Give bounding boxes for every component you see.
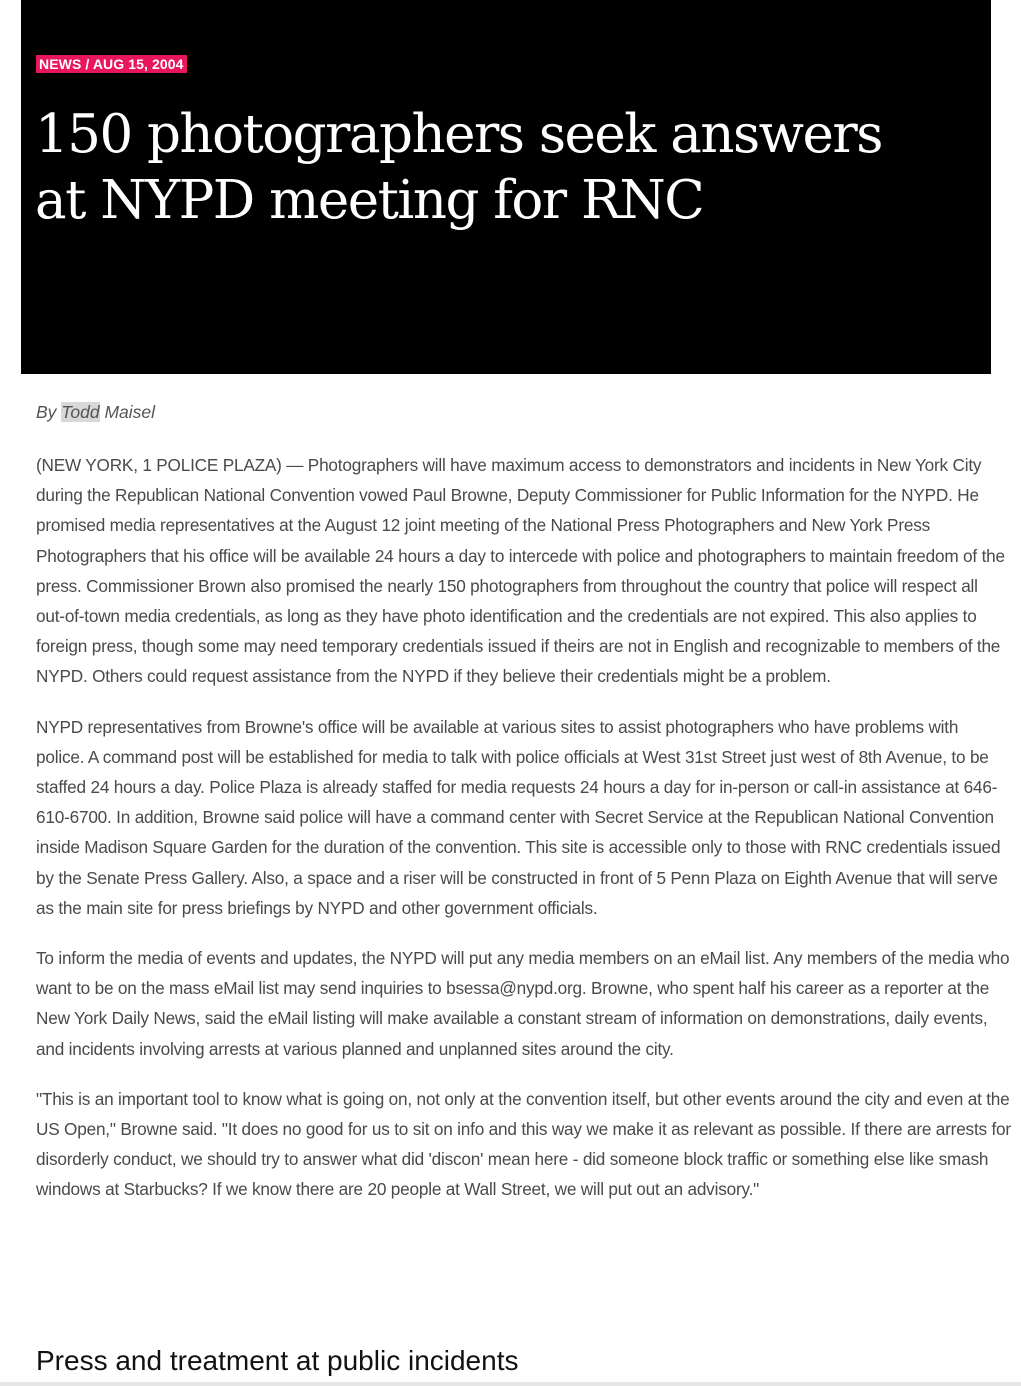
author-first-name[interactable]: Todd: [61, 402, 100, 422]
article-headline: 150 photographers seek answers at NYPD meeting for RNC: [35, 104, 882, 231]
article-body: [36, 450, 1011, 1225]
section-date-tag[interactable]: NEWS / AUG 15, 2004: [36, 55, 187, 73]
author-last-name[interactable]: Maisel: [99, 402, 156, 422]
hero-banner: [21, 0, 991, 374]
paragraph-2: NYPD representatives from Browne's office will be available at various sites to assist photographers who have problems with police. A command post will be established for media to talk with police officials at West 31st Street just west of 8th Avenue, to be staffed 24 hours a day. Police Plaza is already staffed for media requests 24 hours a day for in-person or call-in assistance at 646-610-6700. In addition, Browne said police will have a command center with Secret Service at the Republican National Convention inside Madison Square Garden for the duration of the convention. This site is accessible only to those with RNC credentials issued by the Senate Press Gallery. Also, a space and a riser will be constructed in front of 5 Penn Plaza on Eighth Avenue that will serve as the main site for press briefings by NYPD and other government officials.: [36, 716, 1001, 918]
paragraph-1: (NEW YORK, 1 POLICE PLAZA) — Photographers will have maximum access to demonstrators and incidents in New York City during the Republican National Convention vowed Paul Browne, Deputy Commissioner for Public Information for the NYPD. He promised media representatives at the August 12 joint meeting of the National Press Photographers and New York Press Photographers that his office will be available 24 hours a day to intercede with police and photographers to maintain freedom of the press. Commissioner Brown also promised the nearly 150 photographers from throughout the country that police will respect all out-of-town media credentials, as long as they have photo identification and the credentials are not expired. This also applies to foreign press, though some may need temporary credentials issued if theirs are not in English and recognizable to members of the NYPD. Others could request assistance from the NYPD if they believe their credentials might be a problem.: [36, 455, 1005, 687]
paragraph-3: To inform the media of events and updates, the NYPD will put any media members on an eMail list. Any members of the media who want to be on the mass eMail list may send inquiries to bsessa@nypd.org. Browne, who spent half his career as a reporter at the New York Daily News, said the eMail listing will make available a constant stream of information on demonstrations, daily events, and incidents involving arrests at various planned and unplanned sites around the city.: [36, 948, 1010, 1059]
byline: [36, 402, 155, 423]
bottom-divider: [0, 1382, 1021, 1386]
byline-prefix: By: [36, 402, 62, 422]
section-subheading: Press and treatment at public incidents: [36, 1345, 519, 1376]
paragraph-4: "This is an important tool to know what is going on, not only at the convention itself, but other events around the city and even at the US Open," Browne said. "It does no good for us to sit on info and this way we make it as relevant as possible. If there are arrests for disorderly conduct, we should try to answer what did 'discon' mean here - did someone block traffic or something else like smash windows at Starbucks? If we know there are 20 people at Wall Street, we will put out an advisory.": [36, 1088, 1011, 1200]
